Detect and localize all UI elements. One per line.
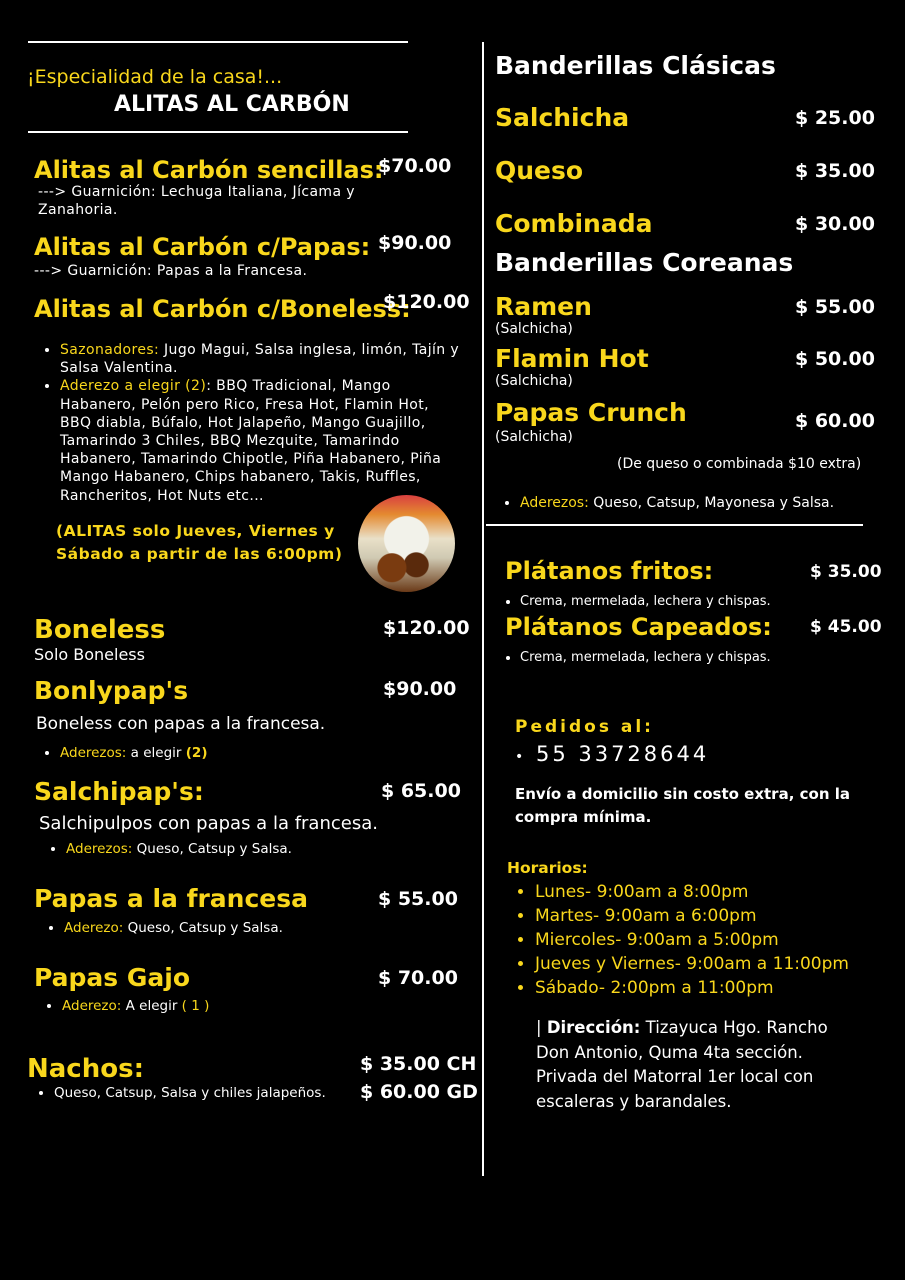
item-desc-alitas-sencillas: ---> Guarnición: Lechuga Italiana, Jícama y Zanahoria.	[38, 184, 355, 218]
papas-francesa-dressing	[44, 920, 283, 936]
bonlypap-dressing	[40, 745, 208, 761]
banderillas-aderezos-text: Queso, Catsup, Mayonesa y Salsa.	[588, 495, 835, 511]
papas-francesa-name: Papas a la francesa	[34, 884, 308, 913]
item-name-alitas-sencillas: Alitas al Carbón sencillas:	[34, 156, 384, 184]
dressing-item	[60, 377, 460, 504]
coreana-ramen-price: $ 55.00	[795, 296, 875, 318]
seasonings-item	[60, 341, 460, 377]
platanos-capeados-price: $ 45.00	[810, 617, 882, 637]
horario-lunes: • Lunes- 9:00am a 8:00pm	[535, 880, 849, 904]
nachos-name: Nachos:	[27, 1054, 144, 1084]
bonlypap-dressing-item	[60, 745, 208, 761]
nachos-price-ch: $ 35.00 CH	[360, 1053, 477, 1075]
salchipap-desc: Salchipulpos con papas a la francesa.	[39, 813, 378, 834]
coreanas-title: Banderillas Coreanas	[495, 248, 794, 277]
item-price-alitas-papas: $90.00	[378, 232, 452, 254]
item-name-alitas-papas: Alitas al Carbón c/Papas:	[34, 233, 371, 261]
clasica-combinada-price: $ 30.00	[795, 213, 875, 235]
clasica-salchicha-name: Salchicha	[495, 103, 630, 132]
bonlypap-dress-count: (2)	[185, 745, 208, 761]
phone-number[interactable]: 55 33728644	[535, 742, 710, 766]
clasicas-title: Banderillas Clásicas	[495, 51, 776, 80]
papas-francesa-dress-text: Queso, Catsup y Salsa.	[123, 920, 283, 936]
extra-note: (De queso o combinada $10 extra)	[617, 456, 862, 472]
coreana-flamin-price: $ 50.00	[795, 348, 875, 370]
dressing-label: Aderezo a elegir (2)	[60, 378, 207, 395]
item-desc-alitas-papas: ---> Guarnición: Papas a la Francesa.	[34, 263, 308, 279]
boneless-price: $120.00	[383, 617, 470, 639]
item-price-alitas-boneless: $120.00	[383, 291, 470, 313]
platanos-capeados-name: Plátanos Capeados:	[505, 613, 772, 641]
papas-francesa-dress-label: Aderezo:	[64, 920, 124, 936]
papas-francesa-price: $ 55.00	[378, 888, 458, 910]
horario-sabado: • Sábado- 2:00pm a 11:00pm	[535, 976, 849, 1000]
alitas-options	[40, 341, 460, 505]
papas-gajo-dress-text: A elegir	[121, 998, 182, 1014]
salchipap-price: $ 65.00	[381, 780, 461, 802]
clasica-queso-name: Queso	[495, 156, 584, 185]
direccion	[536, 1016, 866, 1114]
horario-miercoles: • Miercoles- 9:00am a 5:00pm	[535, 928, 849, 952]
banderillas-aderezos	[500, 495, 834, 511]
nachos-desc-item: • Queso, Catsup, Salsa y chiles jalapeños.	[54, 1085, 326, 1101]
item-name-alitas-boneless: Alitas al Carbón c/Boneless:	[34, 295, 411, 323]
bonlypap-dress-text: a elegir	[126, 745, 186, 761]
envio-text: Envío a domicilio sin costo extra, con la compra mínima.	[515, 785, 850, 826]
horario-jueves-viernes: • Jueves y Viernes- 9:00am a 11:00pm	[535, 952, 849, 976]
bonlypap-name: Bonlypap's	[34, 676, 189, 705]
banderillas-aderezos-item	[520, 495, 834, 511]
bonlypap-price: $90.00	[383, 678, 457, 700]
item-price-alitas-sencillas: $70.00	[378, 155, 452, 177]
phone-row	[515, 742, 709, 766]
direccion-prefix: |	[536, 1018, 547, 1037]
direccion-text: Tizayuca Hgo. Rancho Don Antonio, Quma 4ta sección. Privada del Matorral 1er local con escaleras y barandales.	[536, 1018, 828, 1111]
salchipap-dressing-item	[66, 841, 292, 857]
salchipap-dress-text: Queso, Catsup y Salsa.	[132, 841, 292, 857]
horarios-list	[515, 880, 849, 1000]
alitas-photo	[358, 495, 455, 592]
clasica-salchicha-price: $ 25.00	[795, 107, 875, 129]
platanos-fritos-desc-item: • Crema, mermelada, lechera y chispas.	[520, 594, 771, 609]
platanos-fritos-price: $ 35.00	[810, 562, 882, 582]
seasonings-label: Sazonadores:	[60, 342, 160, 358]
platanos-capeados-desc-item: • Crema, mermelada, lechera y chispas.	[520, 650, 771, 665]
papas-gajo-dressing-item	[62, 998, 209, 1014]
papas-gajo-price: $ 70.00	[378, 967, 458, 989]
coreana-crunch-sub: (Salchicha)	[495, 429, 573, 445]
phone-bullet: •	[515, 749, 527, 765]
papas-gajo-dress-label: Aderezo:	[62, 998, 122, 1014]
pedidos-label: Pedidos al:	[515, 717, 654, 737]
salchipap-name: Salchipap's:	[34, 777, 204, 806]
horarios-label: Horarios:	[507, 859, 588, 877]
title-divider-left	[28, 131, 408, 133]
horario-martes: • Martes- 9:00am a 6:00pm	[535, 904, 849, 928]
coreana-crunch-name: Papas Crunch	[495, 398, 687, 427]
direccion-label: Dirección:	[546, 1018, 641, 1037]
coreana-flamin-name: Flamin Hot	[495, 344, 649, 373]
coreana-ramen-name: Ramen	[495, 292, 592, 321]
platanos-capeados-desc	[500, 650, 771, 665]
bonlypap-dress-label: Aderezos:	[60, 745, 127, 761]
papas-gajo-dress-count: ( 1 )	[181, 998, 210, 1014]
nachos-desc	[34, 1085, 326, 1101]
coreana-ramen-sub: (Salchicha)	[495, 321, 573, 337]
dressing-text: : BBQ Tradicional, Mango Habanero, Pelón pero Rico, Fresa Hot, Flamin Hot, BBQ diabla, Búfalo, Hot Jalapeño, Mango Guajillo, Tamarindo 3 Chiles, BBQ Mezquite, Tamarindo Habanero, Tamarindo Chipotle, Piña Habanero, Piña Mango Habanero, Chips habanero, Takis, Ruffles, Rancheritos, Hot Nuts etc...	[60, 378, 442, 504]
coreana-flamin-sub: (Salchicha)	[495, 373, 573, 389]
special-title: ALITAS AL CARBÓN	[114, 92, 350, 117]
clasica-queso-price: $ 35.00	[795, 160, 875, 182]
boneless-desc: Solo Boneless	[34, 645, 145, 664]
clasica-combinada-name: Combinada	[495, 209, 653, 238]
alitas-note-line2: Sábado a partir de las 6:00pm)	[56, 545, 343, 563]
bonlypap-desc: Boneless con papas a la francesa.	[36, 714, 326, 734]
seasonings-text: Jugo Magui, Salsa inglesa, limón, Tajín y Salsa Valentina.	[60, 342, 460, 377]
salchipap-dressing	[46, 841, 292, 857]
nachos-price-gd: $ 60.00 GD	[360, 1081, 478, 1103]
papas-francesa-dressing-item	[64, 920, 283, 936]
right-section-divider	[486, 524, 863, 526]
platanos-fritos-name: Plátanos fritos:	[505, 557, 714, 585]
center-vertical-divider	[482, 42, 484, 1176]
papas-gajo-dressing	[42, 998, 209, 1014]
special-header: ¡Especialidad de la casa!...	[27, 66, 283, 88]
alitas-note-line1: (ALITAS solo Jueves, Viernes y	[56, 522, 335, 540]
coreana-crunch-price: $ 60.00	[795, 410, 875, 432]
banderillas-aderezos-label: Aderezos:	[520, 495, 589, 511]
boneless-name: Boneless	[34, 615, 166, 645]
platanos-fritos-desc	[500, 594, 771, 609]
salchipap-dress-label: Aderezos:	[66, 841, 133, 857]
top-divider-left	[28, 41, 408, 43]
papas-gajo-name: Papas Gajo	[34, 963, 191, 992]
